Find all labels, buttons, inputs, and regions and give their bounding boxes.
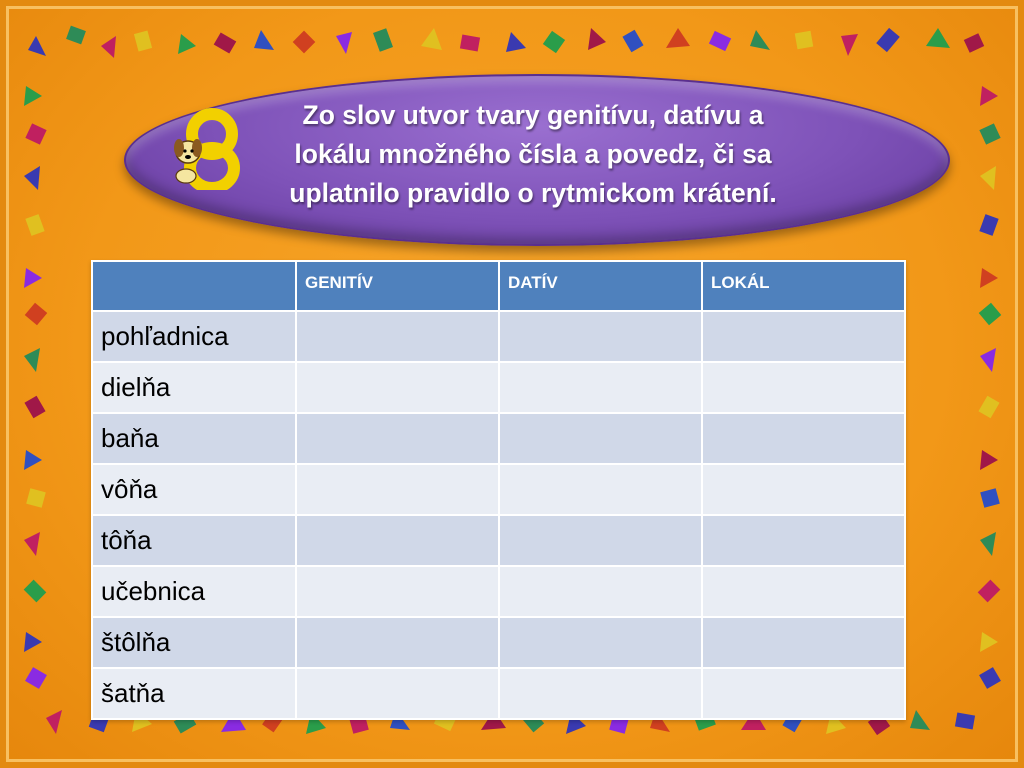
table-row [92, 464, 905, 515]
dog-number-8-icon [166, 106, 240, 190]
confetti-left [24, 86, 48, 689]
table-row [92, 668, 905, 719]
header-lokal: LOKÁL [702, 261, 905, 311]
dativ-cell[interactable] [499, 566, 702, 617]
word-cell: štôlňa [92, 617, 296, 668]
genitiv-cell[interactable] [296, 413, 499, 464]
word-cell: šatňa [92, 668, 296, 719]
genitiv-cell[interactable] [296, 362, 499, 413]
table-header-row [92, 261, 905, 311]
lokal-cell[interactable] [702, 464, 905, 515]
dativ-cell[interactable] [499, 464, 702, 515]
word-cell: učebnica [92, 566, 296, 617]
instruction-line: Zo slov utvor tvary genitívu, datívu a [302, 100, 764, 130]
lokal-cell[interactable] [702, 362, 905, 413]
genitiv-cell[interactable] [296, 464, 499, 515]
confetti-right [978, 86, 1002, 689]
instruction-text [238, 96, 828, 213]
dativ-cell[interactable] [499, 617, 702, 668]
word-cell: pohľadnica [92, 311, 296, 362]
genitiv-cell[interactable] [296, 566, 499, 617]
dativ-cell[interactable] [499, 362, 702, 413]
confetti-top [28, 26, 984, 58]
table-row [92, 617, 905, 668]
lokal-cell[interactable] [702, 668, 905, 719]
table-row [92, 566, 905, 617]
dativ-cell[interactable] [499, 311, 702, 362]
dativ-cell[interactable] [499, 668, 702, 719]
word-cell: tôňa [92, 515, 296, 566]
genitiv-cell[interactable] [296, 515, 499, 566]
genitiv-cell[interactable] [296, 311, 499, 362]
lokal-cell[interactable] [702, 566, 905, 617]
lokal-cell[interactable] [702, 515, 905, 566]
table-row [92, 515, 905, 566]
genitiv-cell[interactable] [296, 617, 499, 668]
word-cell: dielňa [92, 362, 296, 413]
header-genitiv: GENITÍV [296, 261, 499, 311]
header-dativ: DATÍV [499, 261, 702, 311]
word-cell: baňa [92, 413, 296, 464]
table-row [92, 311, 905, 362]
instruction-line: uplatnilo pravidlo o rytmickom krátení. [289, 178, 777, 208]
word-cell: vôňa [92, 464, 296, 515]
genitiv-cell[interactable] [296, 668, 499, 719]
lokal-cell[interactable] [702, 413, 905, 464]
lokal-cell[interactable] [702, 311, 905, 362]
lokal-cell[interactable] [702, 617, 905, 668]
instruction-line: lokálu množného čísla a povedz, či sa [294, 139, 772, 169]
dativ-cell[interactable] [499, 515, 702, 566]
dativ-cell[interactable] [499, 413, 702, 464]
declension-table [91, 260, 906, 720]
table-row [92, 413, 905, 464]
header-word [92, 261, 296, 311]
table-row [92, 362, 905, 413]
